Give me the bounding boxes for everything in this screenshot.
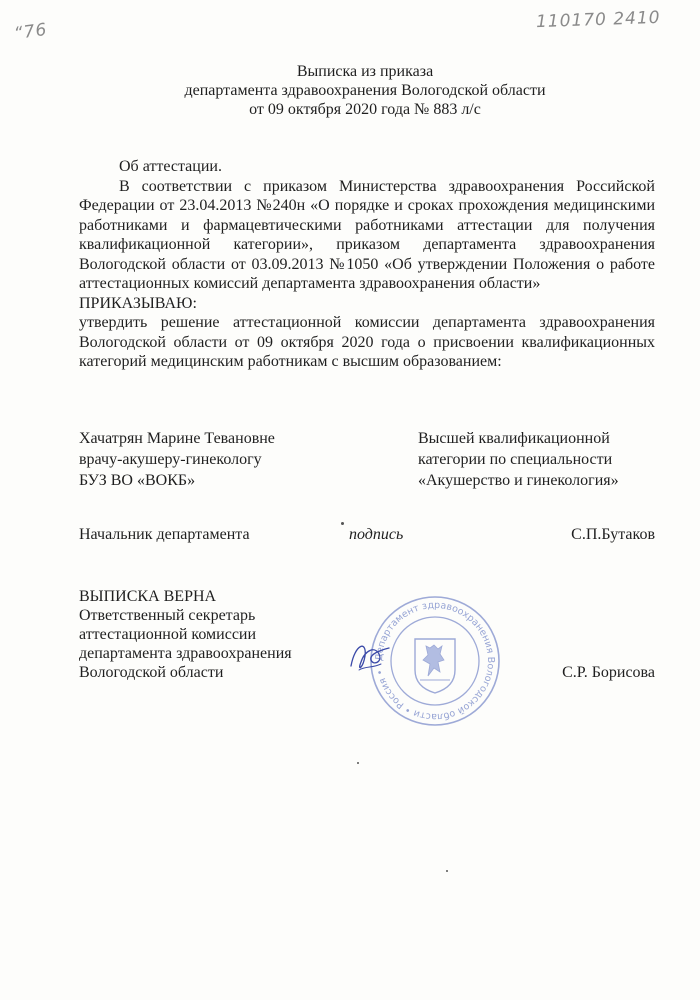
handwritten-page-number: “76 xyxy=(12,19,49,45)
certification-line-2: аттестационной комиссии xyxy=(79,626,257,643)
ink-mark xyxy=(446,870,448,872)
preamble-paragraph: В соответствии с приказом Министерства здравоохранения Российской Федерации от 23.04.2013 №240н «О порядке и сроках прохождения медицинскими работниками и фармацевтическими работниками аттестации для получения квалификационной категории», приказом департамента здравоохранения Вологодской области от 03.09.2013 №1050 «Об утверждении Положения о работе аттестационных комиссий департамента здравоохранения области» xyxy=(79,177,655,292)
signatory-name: С.П.Бутаков xyxy=(571,526,655,543)
certification-line-3: департамента здравоохранения xyxy=(79,645,292,662)
handwritten-signature xyxy=(345,636,395,680)
coat-of-arms-icon xyxy=(415,639,455,693)
ink-mark xyxy=(357,762,359,764)
signature-placeholder: подпись xyxy=(349,526,404,543)
seal-text: Департамент здравоохранения Вологодской области • Россия • xyxy=(373,599,497,723)
secretary-name: С.Р. Борисова xyxy=(562,664,655,681)
handwritten-registration-number: 110170 2410 xyxy=(535,7,661,33)
category-line-2: категории по специальности xyxy=(418,451,613,468)
order-word: ПРИКАЗЫВАЮ: xyxy=(79,294,197,312)
header-date-number: от 09 октября 2020 года № 883 л/с xyxy=(249,101,481,118)
document-header xyxy=(100,62,630,119)
subject-line: Об аттестации. xyxy=(119,158,222,175)
assignee-organization: БУЗ ВО «ВОКБ» xyxy=(79,472,196,489)
category-line-1: Высшей квалификационной xyxy=(418,430,610,447)
decision-paragraph: утвердить решение аттестационной комиссии департамента здравоохранения Вологодской области от 09 октября 2020 года о присвоении квалификационных категорий медицинским работникам с высшим образованием: xyxy=(79,314,655,370)
certification-title: ВЫПИСКА ВЕРНА xyxy=(79,588,217,605)
signatory-title: Начальник департамента xyxy=(79,526,250,543)
header-title: Выписка из приказа xyxy=(296,63,434,80)
header-department: департамента здравоохранения Вологодской области xyxy=(184,82,546,99)
assignee-name: Хачатрян Марине Тевановне xyxy=(79,430,275,447)
certification-block xyxy=(79,587,292,682)
signature-row xyxy=(79,526,655,548)
assignee-block xyxy=(79,428,275,491)
ink-mark xyxy=(341,522,344,525)
document-body xyxy=(79,157,655,372)
category-line-3: «Акушерство и гинекология» xyxy=(418,472,619,489)
category-block xyxy=(418,428,619,491)
certification-line-1: Ответственный секретарь xyxy=(79,607,256,624)
certification-line-4: Вологодской области xyxy=(79,664,224,681)
assignee-position: врачу-акушеру-гинекологу xyxy=(79,451,262,468)
